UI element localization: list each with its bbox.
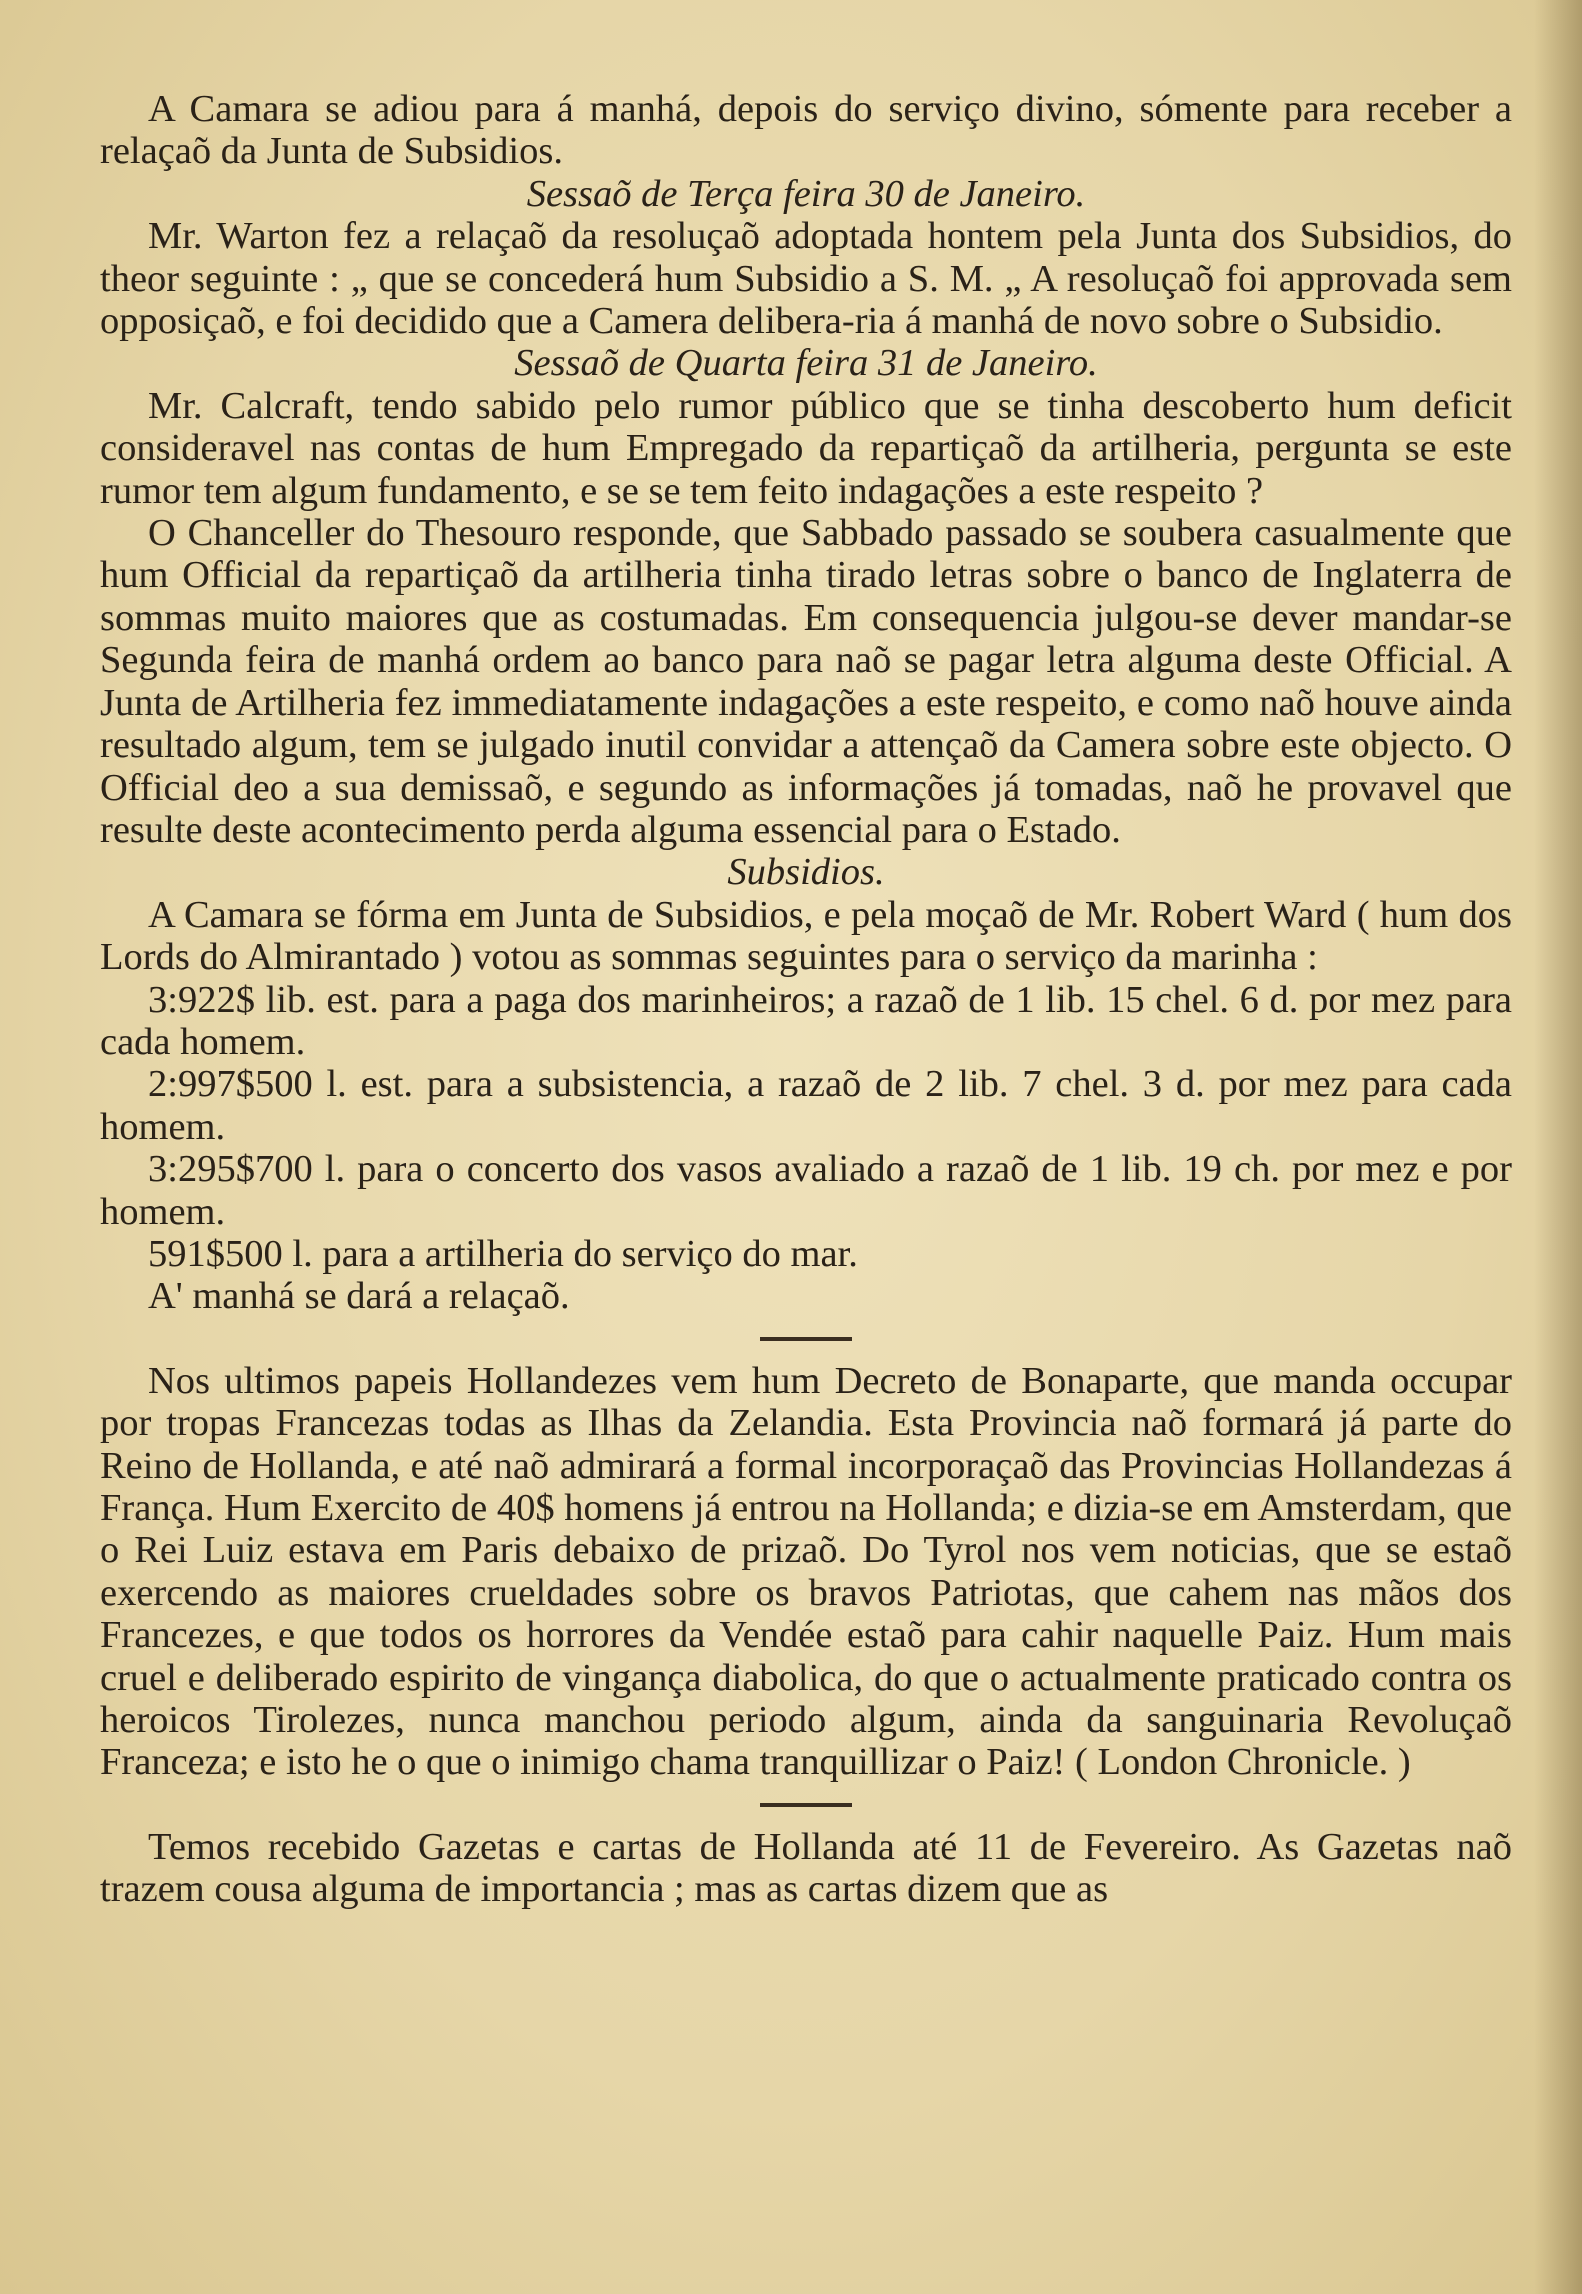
subsidy-item-subsistence: 2:997$500 l. est. para a subsistencia, a razaõ de 2 lib. 7 chel. 3 d. por mez para cada homem.: [100, 1063, 1512, 1148]
paragraph-subsidies-motion: A Camara se fórma em Junta de Subsidios, e pela moçaõ de Mr. Robert Ward ( hum dos Lords do Almirantado ) votou as sommas seguintes para o serviço da marinha :: [100, 893, 1512, 979]
section-divider: [760, 1803, 852, 1807]
page-edge-shadow: [1534, 0, 1582, 2294]
subsidy-item-naval-artillery: 591$500 l. para a artilheria do serviço do mar.: [148, 1232, 858, 1275]
paragraph-holland-gazettes: Temos recebido Gazetas e cartas de Hollanda até 11 de Fevereiro. As Gazetas naõ trazem cousa alguma de importancia ; mas as cartas dizem que as: [100, 1825, 1512, 1911]
subsidy-item-sailors-pay: 3:922$ lib. est. para a paga dos marinheiros; a razaõ de 1 lib. 15 chel. 6 d. por mez para cada homem.: [100, 978, 1512, 1063]
paragraph-warton-report: Mr. Warton fez a relaçaõ da resoluçaõ adoptada hontem pela Junta dos Subsidios, do theor seguinte : „ que se concederá hum Subsidio a S. M. „ A resoluçaõ foi approvada sem opposiçaõ, e foi decidido que a Camera delibera-ria á manhá de novo sobre o Subsidio.: [100, 215, 1512, 343]
paragraph-calcraft-question: Mr. Calcraft, tendo sabido pelo rumor público que se tinha descoberto hum deficit consideravel nas contas de hum Empregado da repartiçaõ da artilheria, pergunta se este rumor tem algum fundamento, e se se tem feito indagações a este respeito ?: [100, 384, 1512, 512]
paragraph-adjournment: A Camara se adiou para á manhá, depois do serviço divino, sómente para receber a relaçaõ da Junta de Subsidios.: [100, 88, 1512, 173]
heading-session-tuesday: Sessaõ de Terça feira 30 de Janeiro.: [526, 172, 1086, 215]
heading-session-wednesday: Sessaõ de Quarta feira 31 de Janeiro.: [514, 342, 1098, 385]
paragraph-chancellor-reply: O Chanceller do Thesouro responde, que Sabbado passado se soubera casualmente que hum Official da repartiçaõ da artilheria tinha tirado letras sobre o banco de Inglaterra de sommas muito maiores que as costumadas. Em consequencia julgou-se dever mandar-se Segunda feira de manhá ordem ao banco para naõ se pagar letra alguma deste Official. A Junta de Artilheria fez immediatamente indagações a este respeito, e como naõ houve ainda resultado algum, tem se julgado inutil convidar a attençaõ da Camera sobre este objecto. O Official deo a sua demissaõ, e segundo as informações já tomadas, naõ he provavel que resulte deste acontecimento perda alguma essencial para o Estado.: [100, 512, 1512, 851]
paragraph-report-tomorrow: A' manhá se dará a relaçaõ.: [148, 1275, 570, 1318]
heading-subsidios: Subsidios.: [727, 851, 885, 894]
paragraph-dutch-news: Nos ultimos papeis Hollandezes vem hum Decreto de Bonaparte, que manda occupar por tropas Francezas todas as Ilhas da Zelandia. Esta Provincia naõ formará já parte do Reino de Hollanda, e até naõ admirará a formal incorporaçaõ das Provincias Hollandezas á França. Hum Exercito de 40$ homens já entrou na Hollanda; e dizia-se em Amsterdam, que o Rei Luiz estava em Paris debaixo de prizaõ. Do Tyrol nos vem noticias, que se estaõ exercendo as maiores crueldades sobre os bravos Patriotas, que cahem nas mãos dos Francezes, e que todos os horrores da Vendée estaõ para cahir naquelle Paiz. Hum mais cruel e deliberado espirito de vingança diabolica, do que o actualmente praticado contra os heroicos Tirolezes, nunca manchou periodo algum, ainda da sanguinaria Revoluçaõ Franceza; e isto he o que o inimigo chama tranquillizar o Paiz! ( London Chronicle. ): [100, 1359, 1512, 1784]
section-divider: [760, 1337, 852, 1341]
newspaper-page: [100, 88, 1512, 1911]
subsidy-item-ship-repair: 3:295$700 l. para o concerto dos vasos avaliado a razaõ de 1 lib. 19 ch. por mez e por homem.: [100, 1148, 1512, 1233]
